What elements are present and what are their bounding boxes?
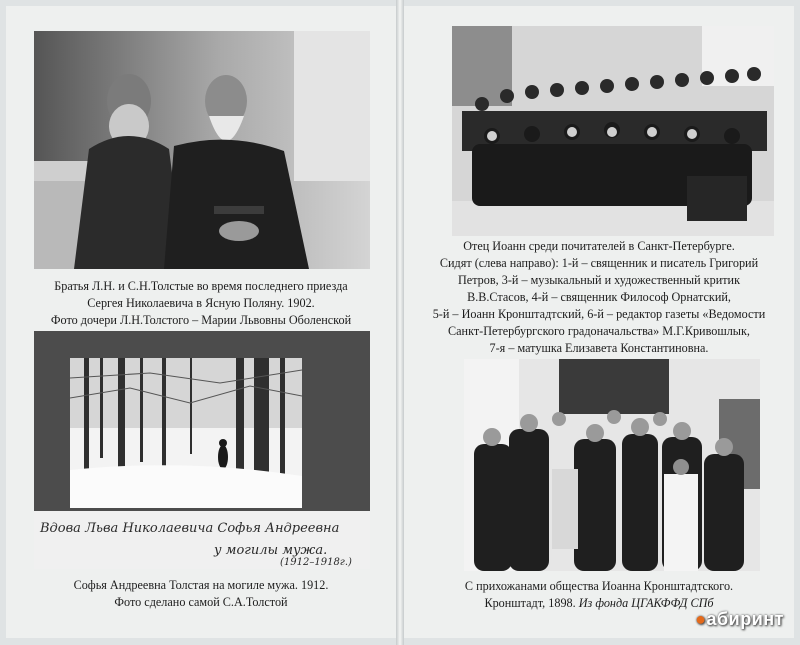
- caption-line: В.В.Стасов, 4-й – священник Философ Орнатский,: [467, 290, 731, 304]
- photo-sofia-grave: [34, 331, 370, 569]
- caption-sofia-grave: [6, 577, 396, 611]
- caption-ioann-petersburg: [404, 238, 794, 374]
- photo-kronstadt: [464, 359, 760, 571]
- photo-ioann-petersburg: [452, 26, 774, 236]
- handwriting-line2: у могилы мужа.: [214, 543, 328, 558]
- caption-line: Санкт-Петербургского градоначальства» М.Г.Кривошлык,: [448, 324, 750, 338]
- handwriting-line1: Вдова Льва Николаевича Софья Андреевна: [40, 521, 340, 536]
- caption-line: Отец Иоанн среди почитателей в Санкт-Петербурге.: [463, 239, 735, 253]
- caption-line: Фото дочери Л.Н.Толстого – Марии Львовны Оболенской: [50, 313, 352, 327]
- caption-kronstadt: [404, 578, 794, 612]
- caption-place-year: Кронштадт, 1898.: [484, 596, 576, 610]
- caption-line: Фото сделано самой С.А.Толстой: [114, 595, 288, 609]
- caption-line: С прихожанами общества Иоанна Кронштадтского.: [464, 579, 734, 593]
- caption-tolstoy-brothers: [6, 278, 396, 329]
- caption-line: 7-я – матушка Елизавета Константиновна.: [489, 341, 709, 355]
- right-page: [404, 6, 794, 638]
- caption-line: Софья Андреевна Толстая на могиле мужа. 1912.: [73, 578, 329, 592]
- book-gutter: [396, 0, 404, 645]
- caption-line: Сидят (слева направо): 1-й – священник и писатель Григорий: [439, 256, 759, 270]
- caption-line: Сергея Николаевича в Ясную Поляну. 1902.: [87, 296, 315, 310]
- handwriting-years: (1912–1918г.): [280, 557, 352, 568]
- caption-line: Братья Л.Н. и С.Н.Толстые во время последнего приезда: [54, 279, 348, 293]
- watermark-text: абиринт: [706, 609, 784, 629]
- left-page: [6, 6, 396, 638]
- snow-forest-image: [70, 358, 302, 508]
- photo-tolstoy-brothers: [34, 31, 370, 269]
- watermark-logo-icon: ●: [695, 609, 707, 629]
- caption-line: 5-й – Иоанн Кронштадтский, 6-й – редактор газеты «Ведомости: [432, 307, 766, 321]
- caption-source: Из фонда ЦГАКФФД СПб: [578, 596, 714, 610]
- caption-line: Петров, 3-й – музыкальный и художественный критик: [458, 273, 740, 287]
- watermark-labirint: [695, 609, 784, 630]
